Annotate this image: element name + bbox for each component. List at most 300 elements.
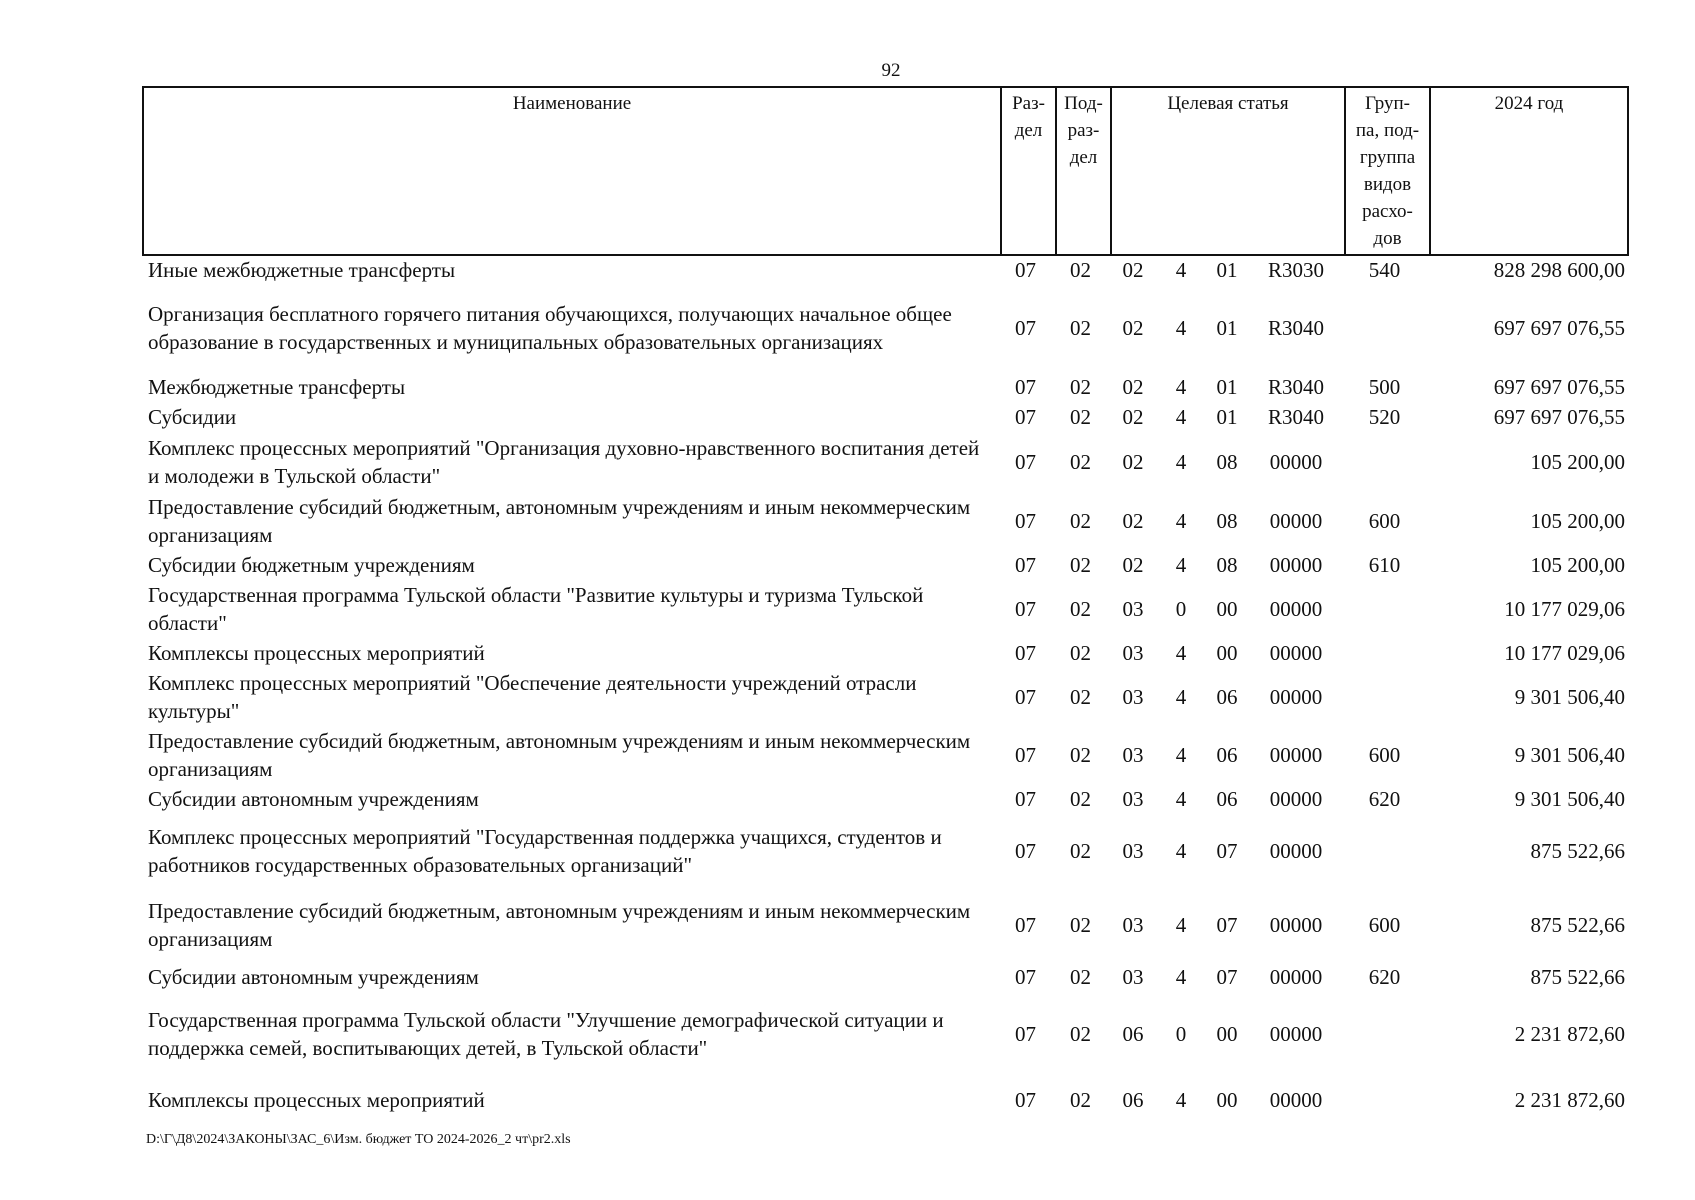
row-amount-text: 9 301 506,40	[1514, 685, 1625, 709]
row-podrazdel	[1053, 402, 1108, 432]
row-podrazdel	[1053, 256, 1108, 284]
table-body	[142, 256, 1629, 1124]
row-target-4-text: R3040	[1267, 375, 1324, 399]
table-header	[142, 86, 1629, 256]
row-target-3	[1204, 638, 1250, 668]
row-target-3-text: 06	[1216, 685, 1238, 709]
row-target-2	[1158, 256, 1204, 284]
row-razdel-text: 07	[1015, 1088, 1036, 1112]
row-expense-group	[1342, 256, 1427, 284]
row-target-1	[1108, 550, 1158, 580]
row-target-2-text: 4	[1175, 405, 1187, 429]
row-razdel	[998, 668, 1053, 726]
row-target-4	[1250, 784, 1342, 814]
row-expense-group-text: 500	[1368, 375, 1401, 399]
row-expense-group	[1342, 550, 1427, 580]
row-target-2	[1158, 402, 1204, 432]
row-razdel	[998, 372, 1053, 402]
row-target-2	[1158, 372, 1204, 402]
row-razdel	[998, 492, 1053, 550]
row-name	[142, 962, 998, 992]
row-amount-text: 9 301 506,40	[1514, 743, 1625, 767]
row-target-3-text: 01	[1216, 405, 1238, 429]
row-target-2	[1158, 992, 1204, 1076]
row-razdel-text: 07	[1015, 258, 1036, 282]
row-target-1	[1108, 784, 1158, 814]
row-target-2-text: 0	[1175, 1022, 1187, 1046]
row-name-text: Субсидии автономным учреждениям	[148, 965, 479, 989]
row-target-2	[1158, 962, 1204, 992]
row-name-text: Межбюджетные трансферты	[148, 375, 406, 399]
row-target-3-text: 01	[1216, 316, 1238, 340]
table-row	[142, 580, 1629, 638]
row-target-4-text: 00000	[1269, 743, 1323, 767]
row-podrazdel-text: 02	[1070, 405, 1091, 429]
row-name	[142, 888, 998, 962]
row-name	[142, 580, 998, 638]
row-target-3	[1204, 668, 1250, 726]
row-name-text: Государственная программа Тульской области "Улучшение демографической ситуации и поддержка семей, воспитывающих детей, в Тульской области"	[148, 1008, 944, 1060]
row-amount-text: 10 177 029,06	[1504, 641, 1625, 665]
table-row	[142, 784, 1629, 814]
row-name-text: Комплексы процессных мероприятий	[148, 641, 485, 665]
row-target-3	[1204, 432, 1250, 492]
row-target-1	[1108, 992, 1158, 1076]
row-target-1-text: 03	[1122, 641, 1144, 665]
row-razdel-text: 07	[1015, 405, 1036, 429]
row-podrazdel	[1053, 638, 1108, 668]
row-target-2-text: 4	[1175, 839, 1187, 863]
row-razdel-text: 07	[1015, 553, 1036, 577]
row-target-1-text: 03	[1122, 743, 1144, 767]
table-row	[142, 1076, 1629, 1124]
row-name	[142, 492, 998, 550]
row-target-3-text: 08	[1216, 553, 1238, 577]
row-expense-group	[1342, 784, 1427, 814]
row-razdel-text: 07	[1015, 597, 1036, 621]
row-target-4	[1250, 402, 1342, 432]
header-expense-group: Груп- па, под- группа видов расхо- дов	[1344, 88, 1429, 254]
row-target-3	[1204, 372, 1250, 402]
row-razdel-text: 07	[1015, 1022, 1036, 1046]
row-target-2-text: 4	[1175, 641, 1187, 665]
table-row	[142, 550, 1629, 580]
row-target-4	[1250, 1076, 1342, 1124]
row-target-1-text: 02	[1122, 258, 1144, 282]
row-target-1-text: 06	[1122, 1088, 1144, 1112]
row-target-2	[1158, 432, 1204, 492]
table-row	[142, 962, 1629, 992]
row-target-2-text: 4	[1175, 450, 1187, 474]
row-target-2	[1158, 550, 1204, 580]
row-target-4-text: 00000	[1269, 685, 1323, 709]
row-razdel-text: 07	[1015, 316, 1036, 340]
row-podrazdel-text: 02	[1070, 375, 1091, 399]
row-target-1	[1108, 638, 1158, 668]
row-target-3-text: 07	[1216, 839, 1238, 863]
row-target-1	[1108, 962, 1158, 992]
row-amount	[1427, 580, 1629, 638]
row-target-3-text: 00	[1216, 641, 1238, 665]
row-razdel	[998, 784, 1053, 814]
row-name	[142, 372, 998, 402]
row-amount-text: 105 200,00	[1530, 509, 1625, 533]
row-name-text: Субсидии	[148, 405, 237, 429]
row-name	[142, 550, 998, 580]
row-razdel	[998, 580, 1053, 638]
row-podrazdel-text: 02	[1070, 913, 1091, 937]
row-name	[142, 992, 998, 1076]
row-amount-text: 697 697 076,55	[1493, 375, 1625, 399]
row-amount	[1427, 888, 1629, 962]
row-target-1	[1108, 580, 1158, 638]
row-amount-text: 2 231 872,60	[1514, 1088, 1625, 1112]
row-razdel	[998, 888, 1053, 962]
row-amount-text: 10 177 029,06	[1504, 597, 1625, 621]
row-target-4	[1250, 814, 1342, 888]
table-row	[142, 814, 1629, 888]
row-expense-group	[1342, 814, 1427, 888]
row-podrazdel	[1053, 550, 1108, 580]
row-razdel-text: 07	[1015, 913, 1036, 937]
row-razdel-text: 07	[1015, 839, 1036, 863]
row-target-1	[1108, 372, 1158, 402]
row-target-4-text: 00000	[1269, 641, 1323, 665]
row-target-1-text: 02	[1122, 405, 1144, 429]
row-name-text: Государственная программа Тульской области "Развитие культуры и туризма Тульской области"	[148, 583, 924, 635]
row-target-1-text: 03	[1122, 965, 1144, 989]
row-razdel-text: 07	[1015, 375, 1036, 399]
row-target-4	[1250, 284, 1342, 372]
row-target-2-text: 4	[1175, 685, 1187, 709]
row-target-4-text: R3040	[1267, 405, 1324, 429]
row-expense-group-text: 600	[1368, 913, 1401, 937]
row-expense-group-text: 620	[1368, 965, 1401, 989]
row-amount	[1427, 284, 1629, 372]
row-target-3	[1204, 726, 1250, 784]
row-target-4-text: 00000	[1269, 913, 1323, 937]
table-row	[142, 638, 1629, 668]
row-amount-text: 697 697 076,55	[1493, 405, 1625, 429]
row-target-4-text: R3030	[1267, 258, 1324, 282]
row-razdel-text: 07	[1015, 787, 1036, 811]
row-target-1-text: 03	[1122, 597, 1144, 621]
row-expense-group	[1342, 992, 1427, 1076]
row-target-4	[1250, 432, 1342, 492]
row-podrazdel-text: 02	[1070, 787, 1091, 811]
row-target-3-text: 01	[1216, 375, 1238, 399]
row-target-4-text: 00000	[1269, 839, 1323, 863]
row-expense-group	[1342, 726, 1427, 784]
table-row	[142, 284, 1629, 372]
row-target-3	[1204, 888, 1250, 962]
footer-file-path: D:\Г\Д8\2024\ЗАКОНЫ\ЗАС_6\Изм. бюджет ТО 2024-2026_2 чт\pr2.xls	[146, 1132, 571, 1147]
row-target-1-text: 02	[1122, 375, 1144, 399]
row-target-1-text: 02	[1122, 316, 1144, 340]
row-podrazdel-text: 02	[1070, 450, 1091, 474]
row-expense-group-text: 620	[1368, 787, 1401, 811]
row-podrazdel-text: 02	[1070, 316, 1091, 340]
row-amount-text: 9 301 506,40	[1514, 787, 1625, 811]
row-target-1-text: 02	[1122, 553, 1144, 577]
row-name-text: Предоставление субсидий бюджетным, автономным учреждениям и иным некоммерческим организациям	[148, 729, 971, 781]
row-target-4	[1250, 668, 1342, 726]
row-target-3-text: 01	[1216, 258, 1238, 282]
row-name	[142, 814, 998, 888]
row-podrazdel	[1053, 726, 1108, 784]
row-name	[142, 432, 998, 492]
row-razdel-text: 07	[1015, 743, 1036, 767]
row-target-3	[1204, 402, 1250, 432]
row-name-text: Комплекс процессных мероприятий "Государственная поддержка учащихся, студентов и работников государственных образовательных организаций"	[148, 825, 942, 877]
table-row	[142, 432, 1629, 492]
row-podrazdel	[1053, 784, 1108, 814]
row-target-2-text: 4	[1175, 1088, 1187, 1112]
row-target-4	[1250, 888, 1342, 962]
row-podrazdel-text: 02	[1070, 597, 1091, 621]
row-target-2-text: 0	[1175, 597, 1187, 621]
row-target-4	[1250, 372, 1342, 402]
row-target-2	[1158, 638, 1204, 668]
row-target-3-text: 07	[1216, 913, 1238, 937]
table-row	[142, 668, 1629, 726]
row-target-4	[1250, 256, 1342, 284]
table-row	[142, 402, 1629, 432]
row-target-1-text: 02	[1122, 509, 1144, 533]
row-razdel	[998, 814, 1053, 888]
row-podrazdel	[1053, 888, 1108, 962]
row-razdel-text: 07	[1015, 685, 1036, 709]
row-target-2	[1158, 888, 1204, 962]
row-amount-text: 2 231 872,60	[1514, 1022, 1625, 1046]
row-expense-group	[1342, 668, 1427, 726]
row-target-1	[1108, 402, 1158, 432]
row-podrazdel	[1053, 992, 1108, 1076]
row-target-4	[1250, 638, 1342, 668]
row-target-3-text: 00	[1216, 1022, 1238, 1046]
row-amount-text: 828 298 600,00	[1493, 258, 1625, 282]
row-razdel-text: 07	[1015, 509, 1036, 533]
table-row	[142, 492, 1629, 550]
row-target-1	[1108, 668, 1158, 726]
row-target-3	[1204, 550, 1250, 580]
row-expense-group	[1342, 888, 1427, 962]
row-target-2-text: 4	[1175, 787, 1187, 811]
row-podrazdel	[1053, 962, 1108, 992]
row-name	[142, 284, 998, 372]
row-razdel	[998, 962, 1053, 992]
row-target-2-text: 4	[1175, 553, 1187, 577]
row-target-2	[1158, 284, 1204, 372]
row-target-3-text: 07	[1216, 965, 1238, 989]
row-podrazdel-text: 02	[1070, 743, 1091, 767]
row-target-2	[1158, 492, 1204, 550]
row-amount	[1427, 638, 1629, 668]
page-number: 92	[881, 60, 901, 81]
row-podrazdel-text: 02	[1070, 641, 1091, 665]
row-target-3-text: 00	[1216, 1088, 1238, 1112]
row-target-4-text: 00000	[1269, 1088, 1323, 1112]
header-razdel: Раз- дел	[1000, 88, 1055, 254]
row-podrazdel-text: 02	[1070, 1022, 1091, 1046]
row-expense-group	[1342, 284, 1427, 372]
row-amount-text: 105 200,00	[1530, 450, 1625, 474]
row-expense-group-text: 540	[1368, 258, 1401, 282]
row-name-text: Субсидии автономным учреждениям	[148, 787, 479, 811]
row-razdel	[998, 550, 1053, 580]
row-target-1	[1108, 432, 1158, 492]
row-target-3	[1204, 1076, 1250, 1124]
row-razdel-text: 07	[1015, 965, 1036, 989]
header-podrazdel: Под- раз- дел	[1055, 88, 1110, 254]
row-amount	[1427, 432, 1629, 492]
row-expense-group	[1342, 1076, 1427, 1124]
row-target-3	[1204, 814, 1250, 888]
row-target-1	[1108, 256, 1158, 284]
row-target-4-text: 00000	[1269, 597, 1323, 621]
row-target-3-text: 08	[1216, 450, 1238, 474]
row-name	[142, 402, 998, 432]
header-target-article: Целевая статья	[1110, 88, 1344, 254]
row-amount	[1427, 962, 1629, 992]
row-target-4	[1250, 580, 1342, 638]
row-expense-group-text: 520	[1368, 405, 1401, 429]
row-razdel	[998, 284, 1053, 372]
row-target-2-text: 4	[1175, 509, 1187, 533]
row-podrazdel	[1053, 1076, 1108, 1124]
row-podrazdel-text: 02	[1070, 965, 1091, 989]
row-podrazdel-text: 02	[1070, 509, 1091, 533]
table-row	[142, 726, 1629, 784]
row-amount	[1427, 1076, 1629, 1124]
row-razdel-text: 07	[1015, 641, 1036, 665]
row-name-text: Комплекс процессных мероприятий "Организация духовно-нравственного воспитания детей и молодежи в Тульской области"	[148, 436, 980, 488]
row-target-2	[1158, 784, 1204, 814]
row-target-3	[1204, 256, 1250, 284]
row-podrazdel-text: 02	[1070, 685, 1091, 709]
row-expense-group	[1342, 638, 1427, 668]
row-target-3	[1204, 992, 1250, 1076]
row-target-3-text: 08	[1216, 509, 1238, 533]
header-year: 2024 год	[1429, 88, 1627, 254]
row-podrazdel	[1053, 580, 1108, 638]
row-razdel	[998, 1076, 1053, 1124]
row-target-2	[1158, 814, 1204, 888]
row-target-2	[1158, 1076, 1204, 1124]
row-target-3	[1204, 962, 1250, 992]
row-name	[142, 784, 998, 814]
row-amount	[1427, 402, 1629, 432]
row-amount	[1427, 372, 1629, 402]
row-razdel	[998, 256, 1053, 284]
row-razdel	[998, 638, 1053, 668]
row-razdel	[998, 992, 1053, 1076]
row-name-text: Предоставление субсидий бюджетным, автономным учреждениям и иным некоммерческим организациям	[148, 899, 971, 951]
row-expense-group-text: 610	[1368, 553, 1401, 577]
table-row	[142, 992, 1629, 1076]
row-amount	[1427, 784, 1629, 814]
row-target-4-text: 00000	[1269, 1022, 1323, 1046]
row-target-4	[1250, 962, 1342, 992]
row-target-4	[1250, 492, 1342, 550]
row-amount-text: 875 522,66	[1530, 965, 1625, 989]
row-amount-text: 875 522,66	[1530, 839, 1625, 863]
row-target-1	[1108, 284, 1158, 372]
row-name-text: Иные межбюджетные трансферты	[148, 258, 456, 282]
row-target-1-text: 03	[1122, 913, 1144, 937]
row-expense-group	[1342, 580, 1427, 638]
row-target-3-text: 06	[1216, 787, 1238, 811]
row-target-3-text: 00	[1216, 597, 1238, 621]
row-target-2-text: 4	[1175, 316, 1187, 340]
row-expense-group-text: 600	[1368, 743, 1401, 767]
row-podrazdel	[1053, 492, 1108, 550]
row-name-text: Субсидии бюджетным учреждениям	[148, 553, 475, 577]
row-amount	[1427, 550, 1629, 580]
row-podrazdel-text: 02	[1070, 1088, 1091, 1112]
row-target-2	[1158, 668, 1204, 726]
row-target-1	[1108, 1076, 1158, 1124]
row-name	[142, 638, 998, 668]
table-row	[142, 372, 1629, 402]
row-target-4-text: 00000	[1269, 553, 1323, 577]
row-amount	[1427, 492, 1629, 550]
row-podrazdel	[1053, 814, 1108, 888]
row-amount	[1427, 814, 1629, 888]
row-amount-text: 697 697 076,55	[1493, 316, 1625, 340]
row-amount-text: 875 522,66	[1530, 913, 1625, 937]
row-razdel	[998, 432, 1053, 492]
row-podrazdel	[1053, 432, 1108, 492]
row-amount-text: 105 200,00	[1530, 553, 1625, 577]
row-expense-group	[1342, 402, 1427, 432]
row-expense-group	[1342, 492, 1427, 550]
row-podrazdel	[1053, 668, 1108, 726]
row-razdel-text: 07	[1015, 450, 1036, 474]
row-target-1-text: 03	[1122, 685, 1144, 709]
row-razdel	[998, 726, 1053, 784]
row-amount	[1427, 726, 1629, 784]
row-target-4-text: 00000	[1269, 450, 1323, 474]
row-target-3	[1204, 284, 1250, 372]
row-target-4	[1250, 992, 1342, 1076]
row-target-1	[1108, 814, 1158, 888]
row-target-1	[1108, 888, 1158, 962]
row-target-4-text: 00000	[1269, 787, 1323, 811]
row-target-2-text: 4	[1175, 913, 1187, 937]
row-expense-group	[1342, 962, 1427, 992]
row-target-1-text: 02	[1122, 450, 1144, 474]
row-amount	[1427, 992, 1629, 1076]
row-target-4	[1250, 550, 1342, 580]
table-row	[142, 256, 1629, 284]
row-target-1-text: 06	[1122, 1022, 1144, 1046]
row-target-3	[1204, 784, 1250, 814]
row-name	[142, 1076, 998, 1124]
row-target-2	[1158, 726, 1204, 784]
row-name	[142, 256, 998, 284]
row-target-3-text: 06	[1216, 743, 1238, 767]
row-target-4	[1250, 726, 1342, 784]
row-target-2-text: 4	[1175, 375, 1187, 399]
row-expense-group	[1342, 372, 1427, 402]
row-podrazdel-text: 02	[1070, 553, 1091, 577]
row-name-text: Предоставление субсидий бюджетным, автономным учреждениям и иным некоммерческим организациям	[148, 495, 971, 547]
row-podrazdel-text: 02	[1070, 839, 1091, 863]
row-amount	[1427, 256, 1629, 284]
row-amount	[1427, 668, 1629, 726]
row-target-4-text: R3040	[1267, 316, 1324, 340]
